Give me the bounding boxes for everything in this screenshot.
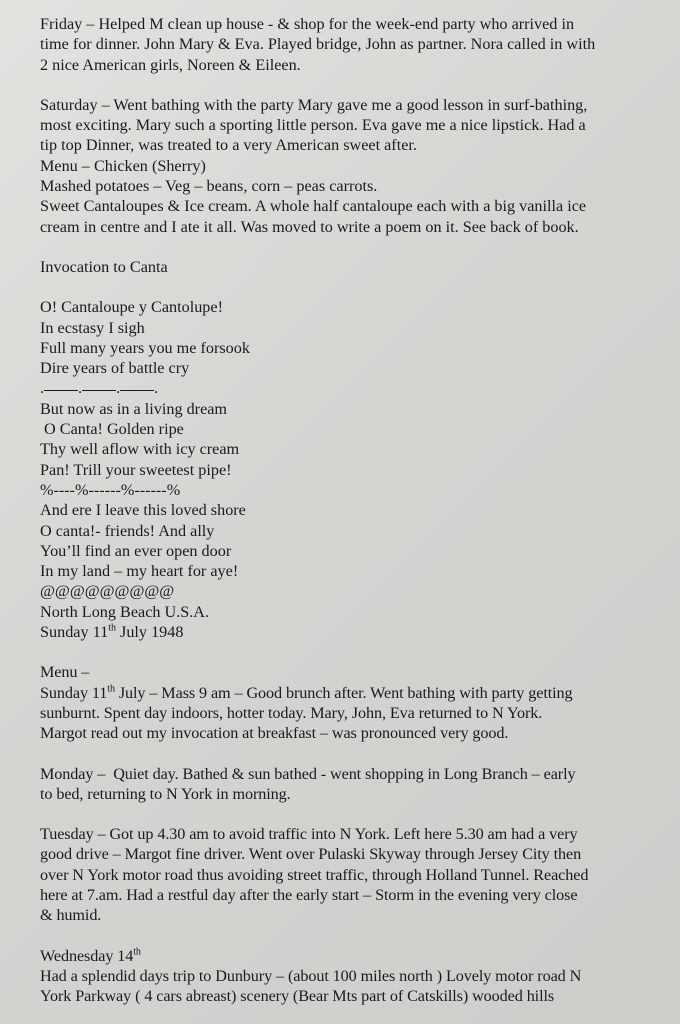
text-line: Saturday – Went bathing with the party Mary gave me a good lesson in surf-bathing, bbox=[40, 95, 588, 114]
text-line: tip top Dinner, was treated to a very American sweet after. bbox=[40, 136, 417, 155]
spacer bbox=[40, 926, 660, 946]
text-line: cream in centre and I ate it all. Was moved to write a poem on it. See back of book. bbox=[40, 217, 579, 236]
entry-wednesday bbox=[40, 946, 660, 1007]
text-line: here at 7.am. Had a restful day after the early start – Storm in the evening very close bbox=[40, 885, 578, 904]
poem-line: O Canta! Golden ripe bbox=[40, 420, 184, 439]
poem-line: Thy well aflow with icy cream bbox=[40, 440, 240, 459]
poem-line: Full many years you me forsook bbox=[40, 338, 250, 357]
spacer bbox=[40, 277, 660, 297]
poem-line: You’ll find an ever open door bbox=[40, 541, 232, 560]
spacer bbox=[40, 642, 660, 662]
menu-label: Menu – bbox=[40, 663, 90, 682]
text-line: time for dinner. John Mary & Eva. Played bridge, John as partner. Nora called in with bbox=[40, 35, 596, 54]
poem-line: But now as in a living dream bbox=[40, 399, 228, 418]
text-line: Monday – Quiet day. Bathed & sun bathed - went shopping in Long Branch – early bbox=[40, 764, 576, 783]
stanza-divider-percent: %----%------%------% bbox=[40, 480, 181, 499]
entry-sunday bbox=[40, 662, 660, 743]
poem-date: Sunday 11th July 1948 bbox=[40, 622, 184, 642]
poem-line: In my land – my heart for aye! bbox=[40, 562, 239, 581]
text-line: Menu – Chicken (Sherry) bbox=[40, 156, 206, 175]
entry-heading: Wednesday 14th bbox=[40, 946, 141, 965]
poem-line: Dire years of battle cry bbox=[40, 359, 190, 378]
poem bbox=[40, 297, 660, 642]
stanza-divider-at: @@@@@@@@@ bbox=[40, 582, 175, 601]
text-line: Friday – Helped M clean up house - & shop for the week-end party who arrived in bbox=[40, 15, 575, 33]
poem-line: O canta!- friends! And ally bbox=[40, 521, 215, 540]
spacer bbox=[40, 744, 660, 764]
text-line: most exciting. Mary such a sporting little person. Eva gave me a nice lipstick. Had a bbox=[40, 116, 586, 135]
text-line: York Parkway ( 4 cars abreast) scenery (Bear Mts part of Catskills) wooded hills bbox=[40, 987, 555, 1006]
entry-saturday bbox=[40, 95, 660, 237]
poem-line: And ere I leave this loved shore bbox=[40, 501, 246, 520]
poem-line: Pan! Trill your sweetest pipe! bbox=[40, 460, 232, 479]
text-line: Margot read out my invocation at breakfast – was pronounced very good. bbox=[40, 724, 509, 743]
entry-friday bbox=[40, 14, 660, 75]
entry-monday bbox=[40, 764, 660, 805]
text-line: to bed, returning to N York in morning. bbox=[40, 784, 291, 803]
poem-line: In ecstasy I sigh bbox=[40, 318, 145, 337]
spacer bbox=[40, 804, 660, 824]
text-line: & humid. bbox=[40, 906, 102, 925]
text-line: Sunday 11th July – Mass 9 am – Good brunch after. Went bathing with party getting bbox=[40, 683, 573, 702]
poem-line: O! Cantaloupe y Cantolupe! bbox=[40, 298, 223, 317]
text-line: Sweet Cantaloupes & Ice cream. A whole half cantaloupe each with a big vanilla ice bbox=[40, 197, 587, 216]
spacer bbox=[40, 75, 660, 95]
text-line: Had a splendid days trip to Dunbury – (about 100 miles north ) Lovely motor road N bbox=[40, 966, 582, 985]
entry-tuesday bbox=[40, 824, 660, 925]
poem-place: North Long Beach U.S.A. bbox=[40, 602, 210, 621]
text-line: Mashed potatoes – Veg – beans, corn – peas carrots. bbox=[40, 177, 378, 196]
text-line: sunburnt. Spent day indoors, hotter today. Mary, John, Eva returned to N York. bbox=[40, 703, 543, 722]
spacer bbox=[40, 237, 660, 257]
poem-title bbox=[40, 257, 660, 277]
text-line: 2 nice American girls, Noreen & Eileen. bbox=[40, 55, 301, 74]
stanza-divider-dots: . . . . bbox=[40, 379, 159, 398]
text-line: Tuesday – Got up 4.30 am to avoid traffic into N York. Left here 5.30 am had a very bbox=[40, 825, 578, 844]
poem-title-text: Invocation to Canta bbox=[40, 257, 168, 276]
text-line: good drive – Margot fine driver. Went over Pulaski Skyway through Jersey City then bbox=[40, 845, 582, 864]
text-line: over N York motor road thus avoiding street traffic, through Holland Tunnel. Reached bbox=[40, 865, 589, 884]
